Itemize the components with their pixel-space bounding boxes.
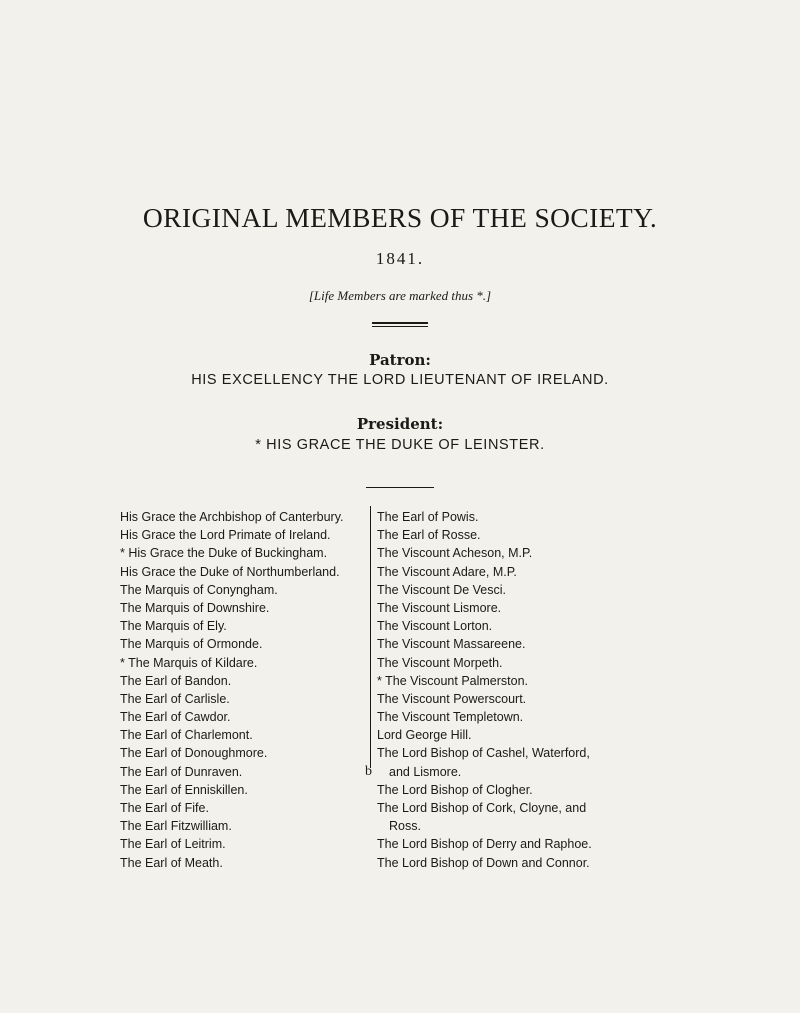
list-item: The Lord Bishop of Down and Connor. xyxy=(377,855,590,870)
list-item: The Earl of Fife. xyxy=(120,801,209,815)
list-item: The Earl of Rosse. xyxy=(377,528,481,543)
signature-mark: b xyxy=(365,764,372,779)
patron-name: HIS EXCELLENCY THE LORD LIEUTENANT OF IRELAND. xyxy=(191,372,609,388)
patron-heading: Patron: xyxy=(369,351,431,369)
list-item: His Grace the Lord Primate of Ireland. xyxy=(120,528,331,543)
list-item: and Lismore. xyxy=(389,764,462,779)
list-item: * His Grace the Duke of Buckingham. xyxy=(120,546,328,561)
list-item: The Marquis of Ormonde. xyxy=(120,637,263,652)
president-heading: President: xyxy=(356,415,444,433)
list-item: The Viscount Morpeth. xyxy=(377,655,503,670)
list-item: His Grace the Archbishop of Canterbury. xyxy=(120,510,344,524)
list-item: The Earl of Leitrim. xyxy=(120,837,226,852)
list-item: The Viscount Lismore. xyxy=(377,600,502,615)
list-item: The Marquis of Ely. xyxy=(120,619,227,634)
life-members-note-text: [Life Members are marked thus *.] xyxy=(308,288,492,303)
list-item: The Viscount Powerscourt. xyxy=(377,691,527,706)
column-divider xyxy=(370,506,371,768)
list-item: The Earl of Bandon. xyxy=(120,673,232,688)
list-item: The Earl of Powis. xyxy=(377,510,479,524)
life-members-note xyxy=(0,288,800,304)
members-list-left xyxy=(120,508,368,872)
list-item: The Viscount Adare, M.P. xyxy=(377,564,517,579)
list-item: The Lord Bishop of Derry and Raphoe. xyxy=(377,837,592,852)
double-rule-bottom xyxy=(372,326,428,327)
list-item: The Lord Bishop of Clogher. xyxy=(377,782,533,797)
list-item: The Earl of Donoughmore. xyxy=(120,746,268,761)
list-item: The Marquis of Conyngham. xyxy=(120,582,278,597)
year: 1841. xyxy=(375,249,425,268)
page-title: ORIGINAL MEMBERS OF THE SOCIETY. xyxy=(142,202,658,233)
list-item: The Marquis of Downshire. xyxy=(120,600,270,615)
members-list-right xyxy=(377,508,677,872)
list-item: The Earl of Enniskillen. xyxy=(120,782,248,797)
list-item: His Grace the Duke of Northumberland. xyxy=(120,564,340,579)
list-item: The Earl of Meath. xyxy=(120,855,223,870)
list-item: * The Viscount Palmerston. xyxy=(377,673,529,688)
list-item: The Earl Fitzwilliam. xyxy=(120,819,232,834)
double-rule-top xyxy=(372,322,428,324)
list-item: The Earl of Cawdor. xyxy=(120,710,231,725)
list-item: Ross. xyxy=(389,819,421,834)
section-divider xyxy=(366,487,434,488)
list-item: The Viscount Acheson, M.P. xyxy=(377,546,533,561)
list-item: Lord George Hill. xyxy=(377,728,472,743)
list-item: The Viscount De Vesci. xyxy=(377,582,507,597)
president-name: * HIS GRACE THE DUKE OF LEINSTER. xyxy=(255,437,545,453)
list-item: The Earl of Dunraven. xyxy=(120,764,243,779)
list-item: * The Marquis of Kildare. xyxy=(120,655,258,670)
list-item: The Lord Bishop of Cork, Cloyne, and xyxy=(377,801,587,815)
list-item: The Earl of Charlemont. xyxy=(120,728,253,743)
list-item: The Viscount Massareene. xyxy=(377,637,526,652)
list-item: The Viscount Lorton. xyxy=(377,619,493,634)
list-item: The Lord Bishop of Cashel, Waterford, xyxy=(377,746,590,761)
list-item: The Earl of Carlisle. xyxy=(120,691,230,706)
list-item: The Viscount Templetown. xyxy=(377,710,524,725)
